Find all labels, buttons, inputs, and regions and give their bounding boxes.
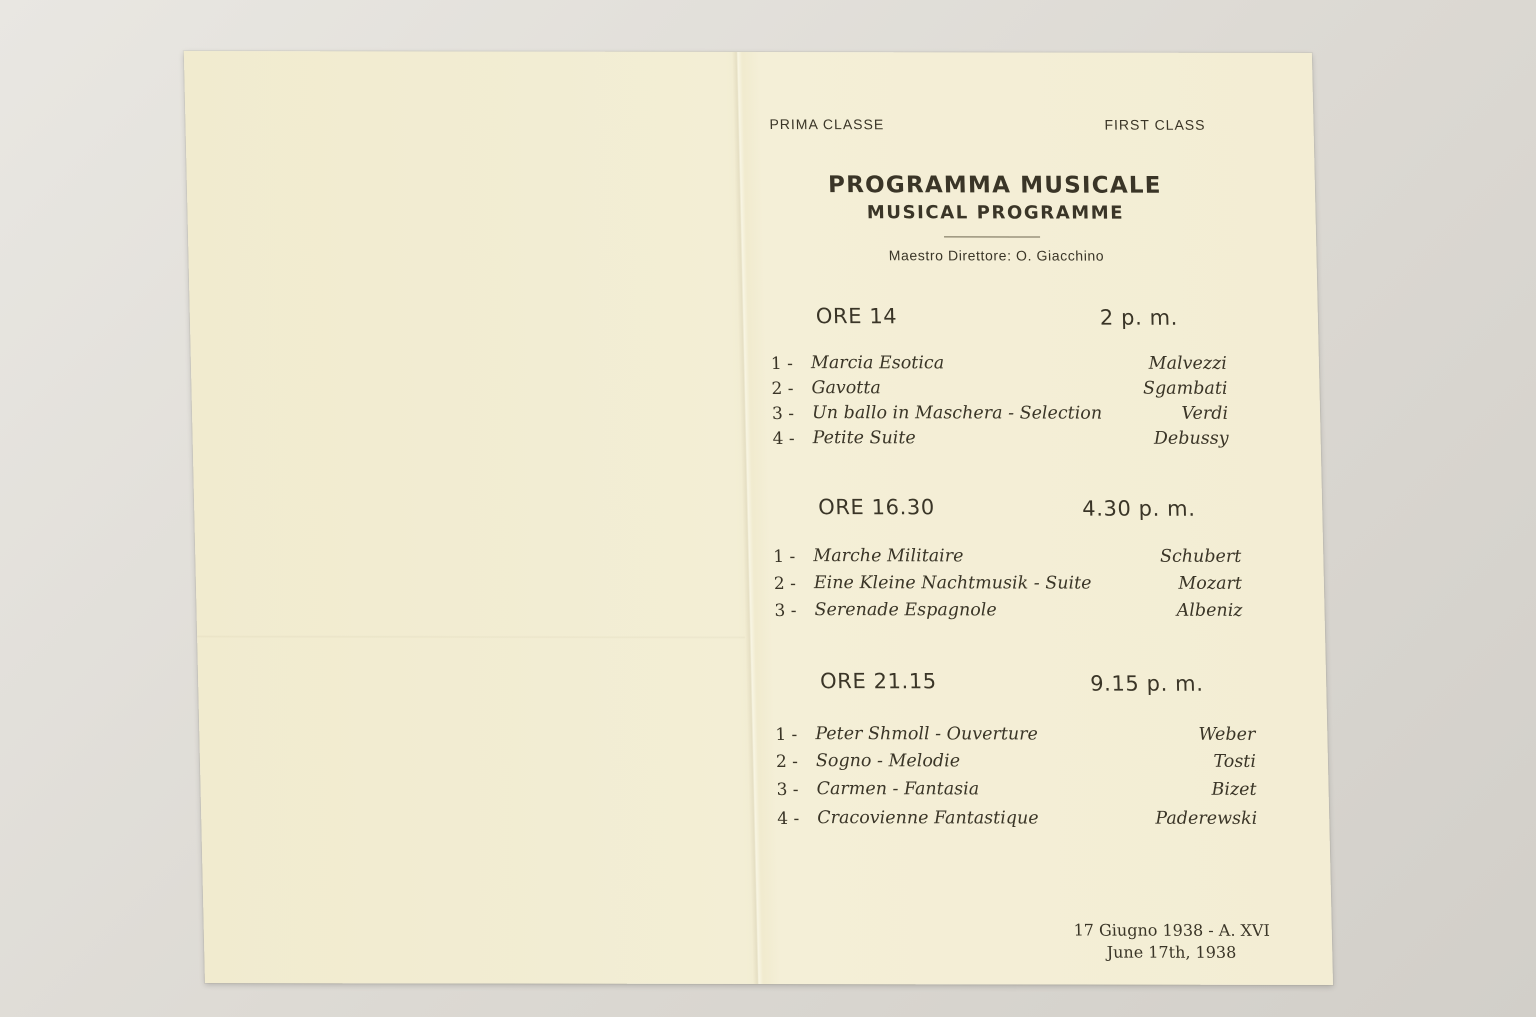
item-composer: Debussy	[1153, 428, 1229, 449]
item-title: Sogno - Melodie	[815, 751, 961, 772]
item-number: 3 -	[776, 780, 799, 801]
right-panel	[742, 52, 1333, 985]
item-title: Marche Militaire	[813, 546, 964, 567]
session-time-en: 4.30 p. m.	[1081, 496, 1196, 521]
item-composer: Bizet	[1211, 779, 1257, 800]
item-number: 1 -	[773, 547, 796, 568]
item-number: 2 -	[773, 574, 797, 595]
item-number: 4 -	[772, 429, 795, 450]
item-composer: Verdi	[1181, 403, 1229, 424]
item-composer: Paderewski	[1155, 808, 1258, 829]
item-number: 3 -	[771, 404, 795, 425]
maestro-line: Maestro Direttore: O. Giacchino	[888, 247, 1105, 264]
item-number: 2 -	[775, 752, 799, 773]
item-title: Gavotta	[811, 378, 882, 399]
item-title: Eine Kleine Nachtmusik - Suite	[813, 573, 1092, 594]
left-panel	[184, 51, 753, 984]
item-title: Marcia Esotica	[810, 353, 945, 374]
item-title: Serenade Espagnole	[814, 600, 997, 621]
session-time-it: ORE 14	[815, 304, 898, 329]
item-composer: Tosti	[1213, 751, 1257, 772]
class-label-en: FIRST CLASS	[1104, 116, 1206, 133]
item-title: Cracovienne Fantastique	[817, 808, 1039, 829]
item-number: 4 -	[777, 809, 800, 830]
title-en: MUSICAL PROGRAMME	[866, 202, 1125, 224]
session-time-it: ORE 16.30	[817, 495, 936, 520]
program-card	[184, 51, 1333, 985]
item-number: 1 -	[770, 354, 794, 375]
session-time-en: 2 p. m.	[1099, 305, 1179, 330]
class-label-it: PRIMA CLASSE	[769, 116, 885, 133]
item-composer: Sgambati	[1142, 378, 1228, 399]
item-number: 2 -	[771, 379, 794, 400]
item-composer: Albeniz	[1176, 600, 1243, 621]
item-composer: Mozart	[1178, 573, 1243, 594]
session-time-it: ORE 21.15	[819, 669, 937, 694]
item-composer: Schubert	[1159, 546, 1242, 567]
date-en: June 17th, 1938	[1106, 942, 1237, 962]
item-composer: Weber	[1198, 724, 1256, 745]
item-title: Peter Shmoll - Ouverture	[815, 724, 1039, 745]
item-title: Un ballo in Maschera - Selection	[811, 403, 1103, 424]
session-time-en: 9.15 p. m.	[1089, 671, 1204, 696]
date-it: 17 Giugno 1938 - A. XVI	[1073, 920, 1270, 940]
item-composer: Malvezzi	[1148, 353, 1228, 374]
item-title: Petite Suite	[812, 428, 917, 449]
item-number: 1 -	[775, 725, 798, 746]
item-title: Carmen - Fantasia	[816, 779, 980, 800]
title-divider	[944, 236, 1040, 237]
title-it: PROGRAMMA MUSICALE	[827, 172, 1162, 199]
item-number: 3 -	[774, 601, 797, 622]
